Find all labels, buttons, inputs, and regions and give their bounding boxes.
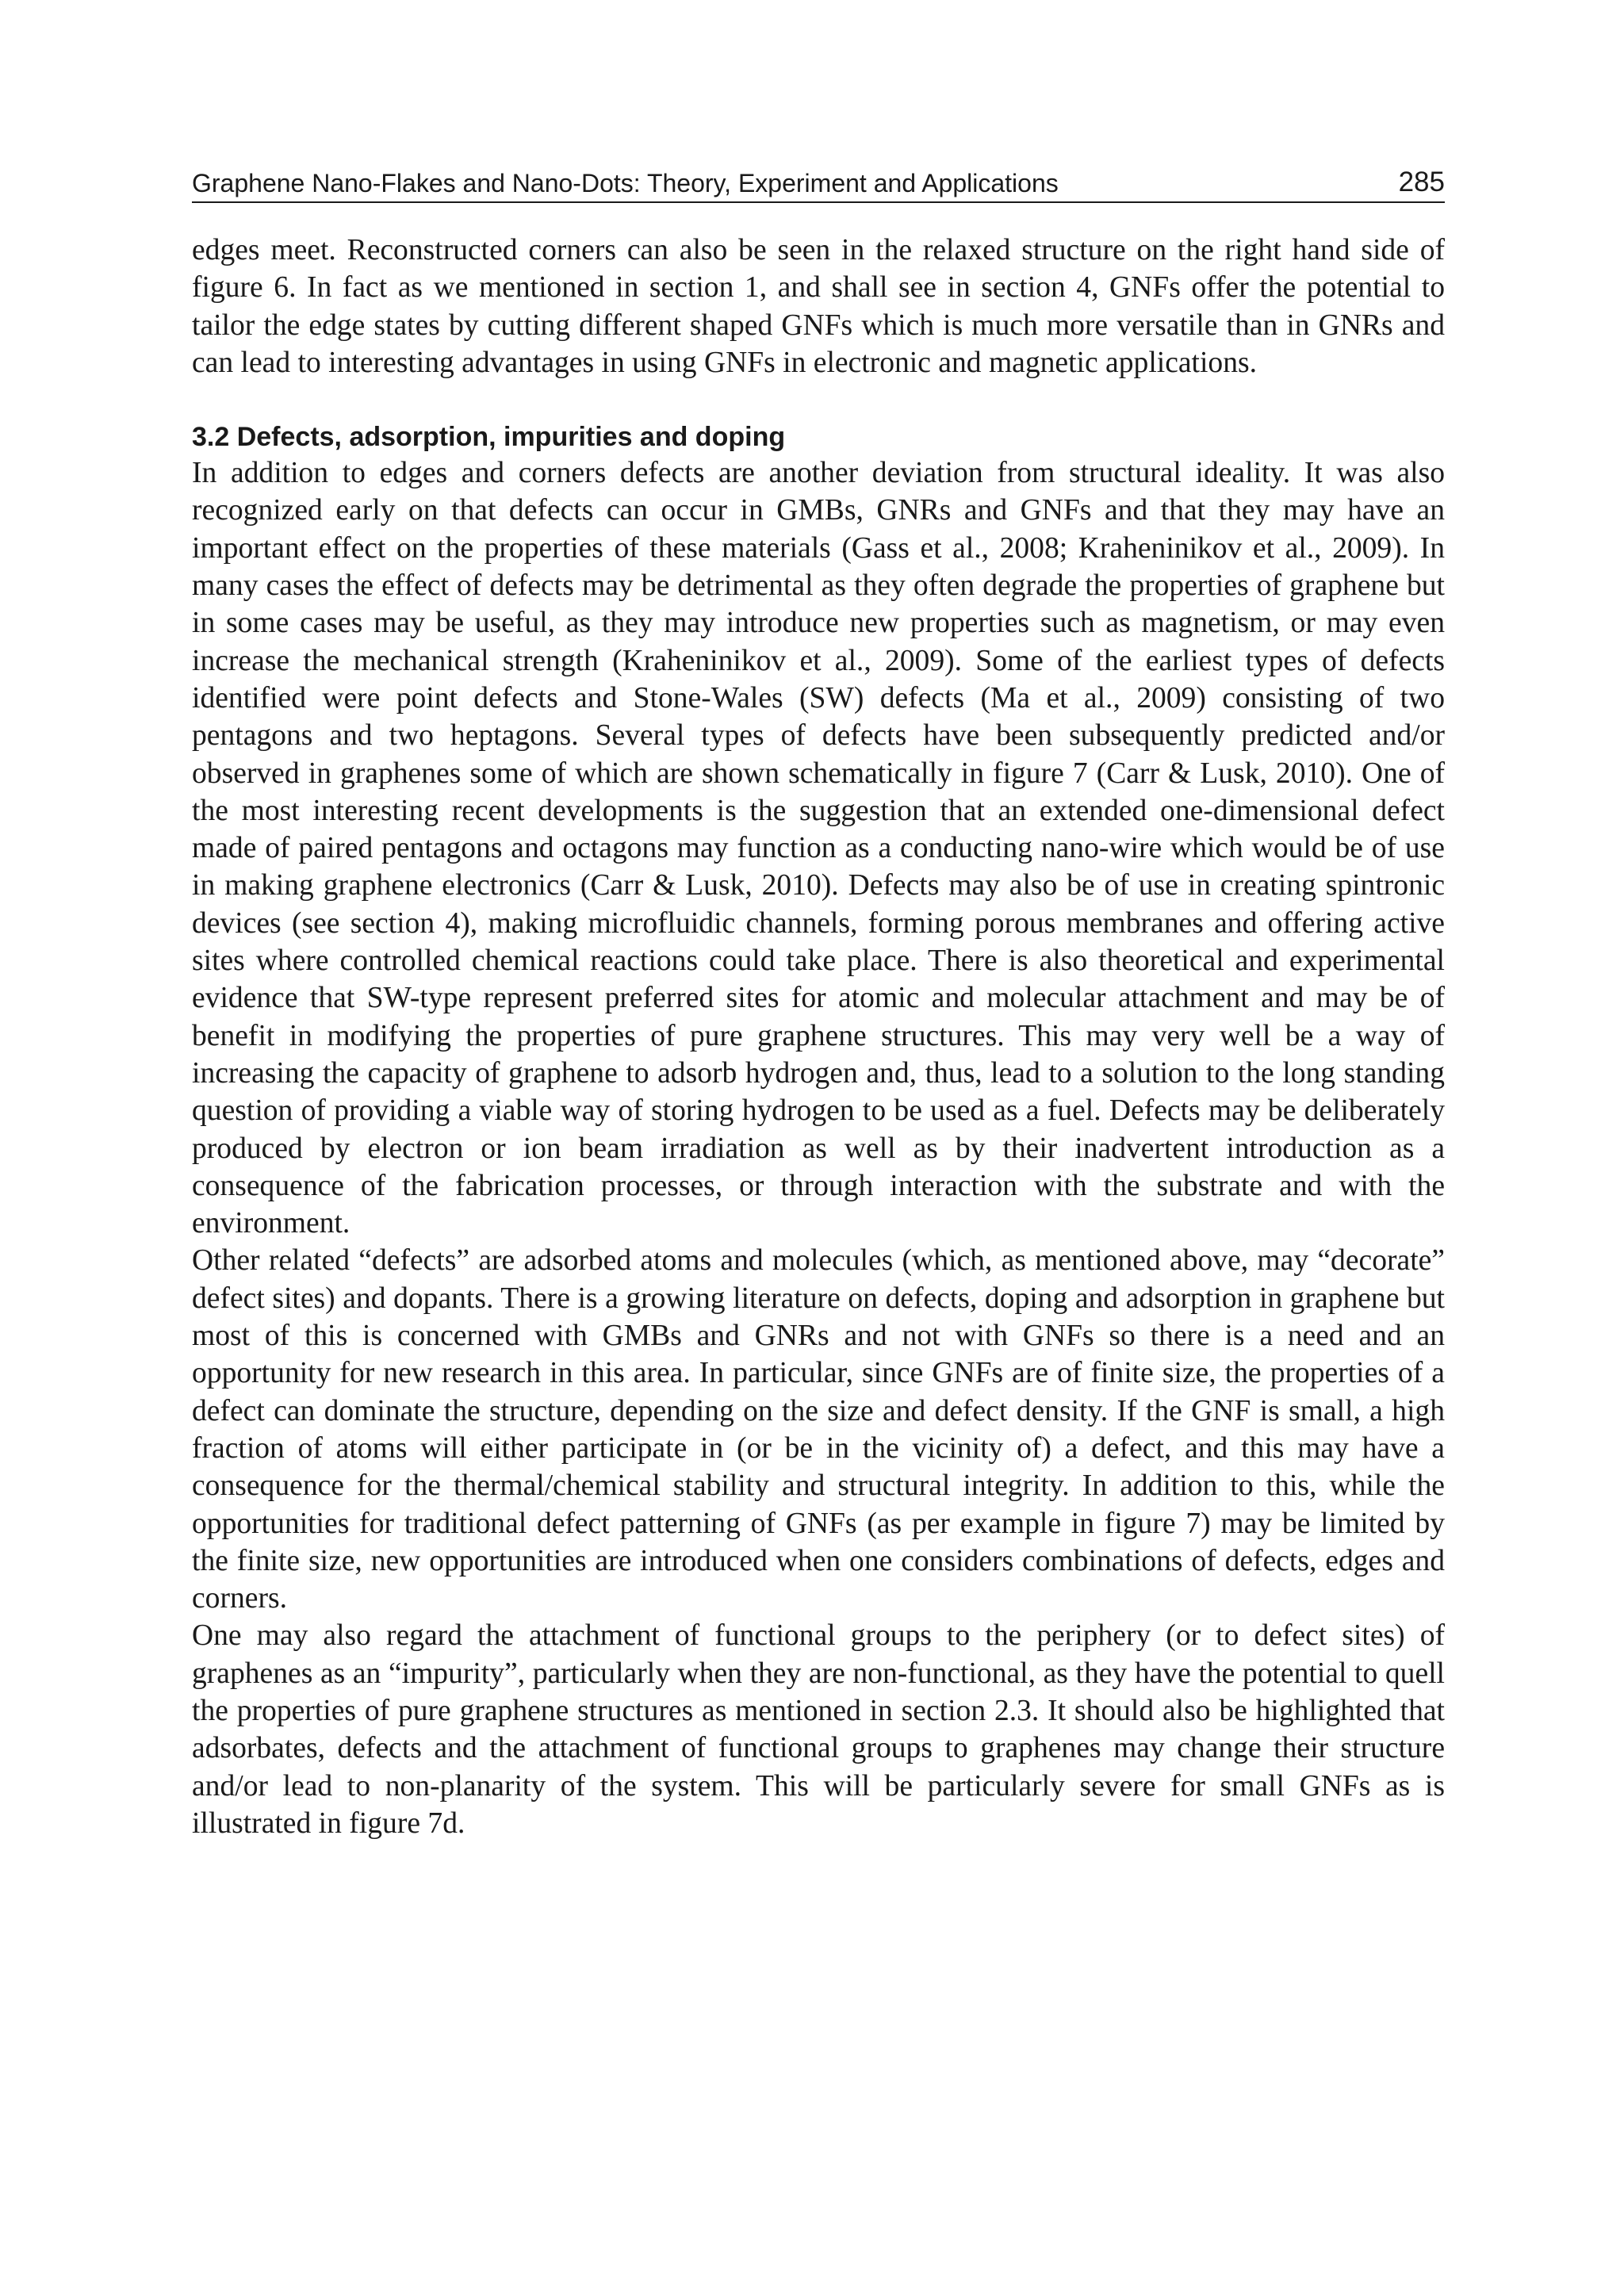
paragraph-adsorbed-dopants: Other related “defects” are adsorbed atoms and molecules (which, as mentioned above, may “decorate” defect sites) and dopants. There is a growing literature on defects, doping and adsorption in graphene but most of this is concerned with GMBs and GNRs and not with GNFs so there is a need and an opportunity for new research in this area. In particular, since GNFs are of finite size, the properties of a defect can dominate the structure, depending on the size and defect density. If the GNF is small, a high fraction of atoms will either participate in (or be in the vicinity of) a defect, and this may have a consequence for the thermal/chemical stability and structural integrity. In addition to this, while the opportunities for traditional defect patterning of GNFs (as per example in figure 7) may be limited by the finite size, new opportunities are introduced when one considers combinations of defects, edges and corners. (192, 1244, 1445, 1615)
section-heading: 3.2 Defects, adsorption, impurities and doping (192, 422, 786, 453)
running-header (192, 163, 1445, 203)
paragraph-defects: In addition to edges and corners defects are another deviation from structural ideality. It was also recognized early on that defects can occur in GMBs, GNRs and GNFs and that they may have an important effect on the properties of these materials (Gass et al., 2008; Kraheninikov et al., 2009). In many cases the effect of defects may be detrimental as they often degrade the properties of graphene but in some cases may be useful, as they may introduce new properties such as magnetism, or may even increase the mechanical strength (Kraheninikov et al., 2009). Some of the earliest types of defects identified were point defects and Stone-Wales (SW) defects (Ma et al., 2009) consisting of two pentagons and two heptagons. Several types of defects have been subsequently predicted and/or observed in graphenes some of which are shown schematically in figure 7 (Carr & Lusk, 2010). One of the most interesting recent developments is the suggestion that an extended one-dimensional defect made of paired pentagons and octagons may function as a conducting nano-wire which would be of use in making graphene electronics (Carr & Lusk, 2010). Defects may also be of use in creating spintronic devices (see section 4), making microfluidic channels, forming porous membranes and offering active sites where controlled chemical reactions could take place. There is also theoretical and experimental evidence that SW-type represent preferred sites for atomic and molecular attachment and may be of benefit in modifying the properties of pure graphene structures. This may very well be a way of increasing the capacity of graphene to adsorb hydrogen and, thus, lead to a solution to the long standing question of providing a viable way of storing hydrogen to be used as a fuel. Defects may be deliberately produced by electron or ion beam irradiation as well as by their inadvertent introduction as a consequence of the fabrication processes, or through interaction with the substrate and with the environment. (192, 457, 1445, 1240)
running-header-title: Graphene Nano-Flakes and Nano-Dots: Theory, Experiment and Applications (192, 169, 1059, 197)
page-number: 285 (1398, 167, 1445, 197)
body-text (192, 232, 1445, 1842)
paragraph-continued: edges meet. Reconstructed corners can also be seen in the relaxed structure on the right hand side of figure 6. In fact as we mentioned in section 1, and shall see in section 4, GNFs offer the potential to tailor the edge states by cutting different shaped GNFs which is much more versatile than in GNRs and can lead to interesting advantages in using GNFs in electronic and magnetic applications. (192, 234, 1445, 379)
paragraph-functional-groups: One may also regard the attachment of functional groups to the periphery (or to defect sites) of graphenes as an “impurity”, particularly when they are non-functional, as they have the potential to quell the properties of pure graphene structures as mentioned in section 2.3. It should also be highlighted that adsorbates, defects and the attachment of functional groups to graphenes may change their structure and/or lead to non-planarity of the system. This will be particularly severe for small GNFs as is illustrated in figure 7d. (192, 1619, 1445, 1840)
